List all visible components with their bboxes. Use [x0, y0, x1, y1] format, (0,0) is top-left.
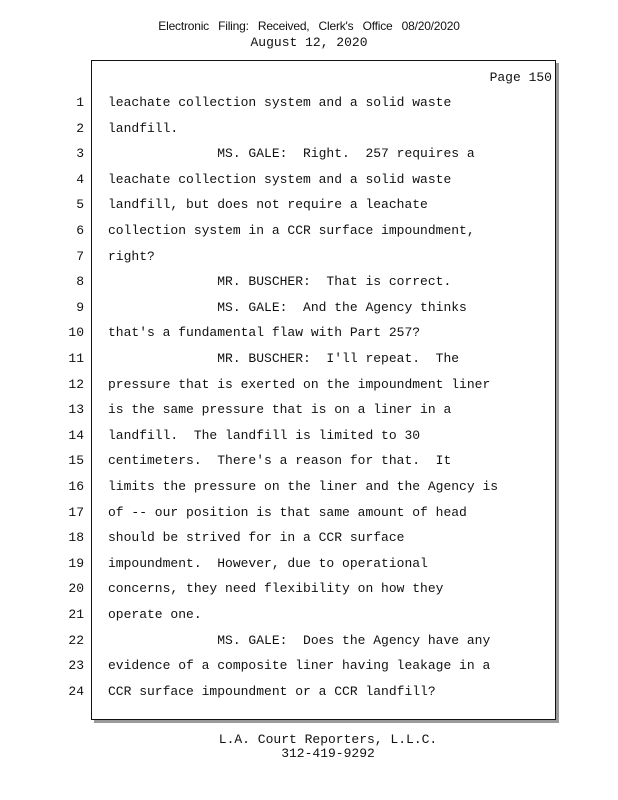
transcript-line: [0, 349, 560, 369]
page-number: Page 150: [489, 70, 552, 85]
line-number: 18: [68, 530, 84, 546]
transcript-line: [0, 554, 560, 574]
line-text: collection system in a CCR surface impoundment,: [108, 223, 475, 238]
line-text: MS. GALE: And the Agency thinks: [108, 299, 467, 315]
line-number: 2: [76, 120, 84, 136]
court-reporter-firm: L.A. Court Reporters, L.L.C.: [218, 732, 438, 747]
line-text: leachate collection system and a solid waste: [108, 171, 452, 187]
line-text: leachate collection system and a solid waste: [108, 95, 452, 110]
transcript-line: [0, 631, 560, 651]
transcript-line: [0, 579, 560, 599]
transcript-line: [0, 605, 560, 625]
line-number: 23: [68, 658, 84, 674]
line-number: 22: [68, 632, 84, 648]
court-reporter-phone: 312-419-9292: [281, 746, 375, 761]
transcript-line: [0, 682, 560, 702]
transcript-line: [0, 272, 560, 292]
line-number: 21: [68, 607, 84, 622]
line-text: landfill.: [108, 120, 179, 136]
line-text: right?: [108, 248, 155, 264]
line-text: MS. GALE: Right. 257 requires a: [108, 146, 475, 162]
line-text: concerns, they need flexibility on how they: [108, 581, 444, 597]
line-number: 14: [68, 427, 84, 443]
line-number: 12: [68, 376, 84, 392]
filing-stamp: Electronic Filing: Received, Clerk's Office 08/20/2020: [158, 19, 460, 33]
line-number: 4: [76, 171, 84, 187]
line-text: limits the pressure on the liner and the Agency is: [108, 479, 499, 494]
transcript-line: [0, 375, 560, 395]
line-number: 7: [76, 248, 84, 264]
line-number: 8: [76, 274, 84, 290]
transcript-line: [0, 119, 560, 139]
line-number: 13: [68, 402, 84, 418]
line-number: 20: [68, 581, 84, 597]
line-number: 16: [68, 479, 84, 494]
line-text: MR. BUSCHER: I'll repeat. The: [108, 351, 460, 366]
line-text: that's a fundamental flaw with Part 257?: [108, 325, 421, 341]
line-number: 1: [76, 95, 84, 110]
line-number: 17: [68, 504, 84, 520]
transcript-line: [0, 656, 560, 676]
line-number: 5: [76, 197, 84, 213]
transcript-line: [0, 323, 560, 343]
hearing-date: August 12, 2020: [250, 35, 368, 50]
transcript-line: [0, 93, 560, 113]
transcript-line: [0, 451, 560, 471]
transcript-line: [0, 528, 560, 548]
line-text: centimeters. There's a reason for that. It: [108, 453, 452, 469]
line-text: of -- our position is that same amount of head: [108, 504, 467, 520]
line-number: 9: [76, 299, 84, 315]
transcript-line: [0, 247, 560, 267]
line-text: CCR surface impoundment or a CCR landfill?: [108, 683, 436, 699]
transcript-line: [0, 400, 560, 420]
transcript-line: [0, 195, 560, 215]
transcript-line: [0, 298, 560, 318]
line-number: 19: [68, 555, 84, 571]
line-text: MS. GALE: Does the Agency have any: [108, 632, 491, 648]
line-text: pressure that is exerted on the impoundment liner: [108, 376, 491, 392]
line-text: is the same pressure that is on a liner in a: [108, 402, 452, 418]
transcript-line: [0, 221, 560, 241]
line-text: operate one.: [108, 607, 202, 622]
line-text: should be strived for in a CCR surface: [108, 530, 405, 546]
line-number: 10: [68, 325, 84, 341]
line-number: 15: [68, 453, 84, 469]
transcript-line: [0, 170, 560, 190]
line-text: evidence of a composite liner having leakage in a: [108, 658, 491, 674]
line-text: landfill. The landfill is limited to 30: [108, 427, 421, 443]
line-text: landfill, but does not require a leachate: [108, 197, 428, 213]
line-text: MR. BUSCHER: That is correct.: [108, 274, 452, 290]
line-number: 11: [68, 351, 84, 366]
transcript-line: [0, 144, 560, 164]
transcript-line: [0, 503, 560, 523]
transcript-line: [0, 477, 560, 497]
line-number: 3: [76, 146, 84, 162]
transcript-line: [0, 426, 560, 446]
line-number: 6: [76, 223, 84, 238]
line-text: impoundment. However, due to operational: [108, 555, 428, 571]
line-number: 24: [68, 683, 84, 699]
